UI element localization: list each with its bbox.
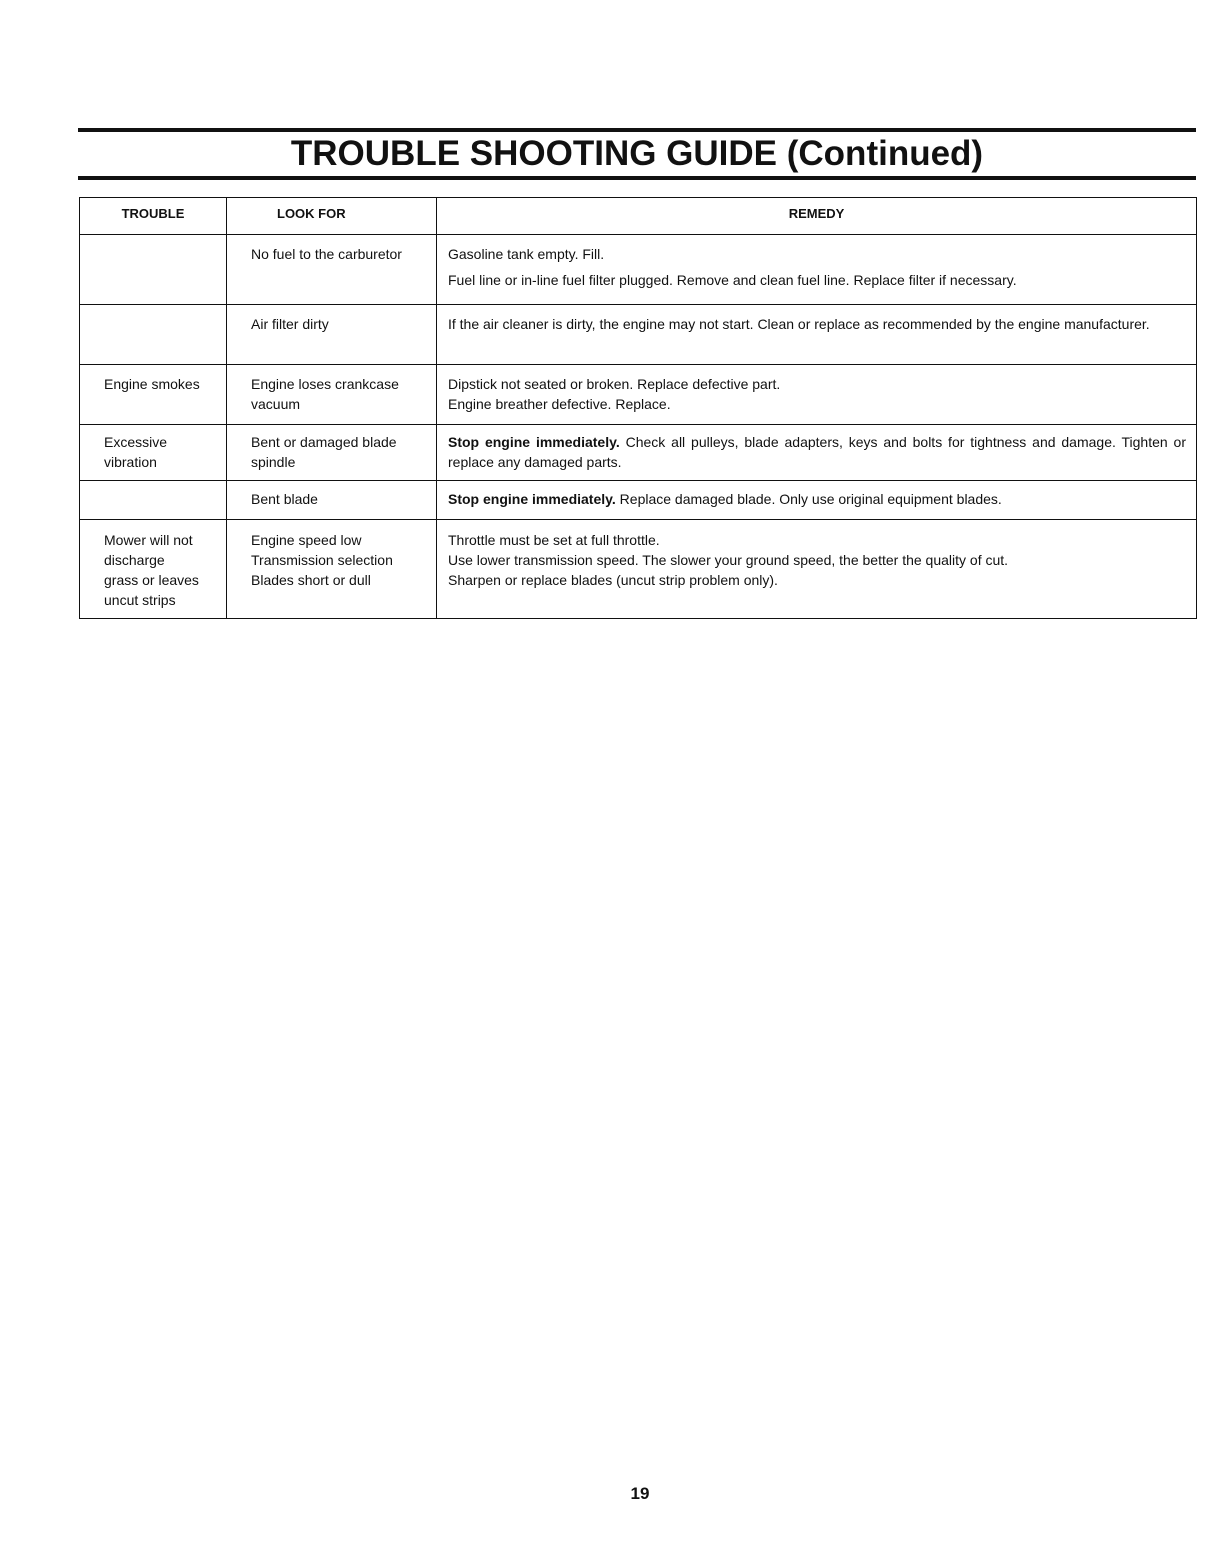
title-top-rule [78,128,1196,132]
remedy-text: Throttle must be set at full throttle. [448,532,660,548]
remedy-text: Engine breather defective. Replace. [448,396,671,412]
remedy-text: Fuel line or in-line fuel filter plugged. Remove and clean fuel line. Replace filter if necessary. [448,272,1017,288]
table-row [80,425,1197,481]
remedy-paragraph [448,432,1186,472]
table-row [80,365,1197,425]
look-for-text: Engine speed low [251,532,362,548]
remedy-warning: Stop engine immediately. [448,491,616,507]
trouble-text: discharge [104,552,165,568]
header-remedy: REMEDY [437,198,1197,235]
trouble-cell [80,235,227,305]
remedy-cell [437,235,1197,305]
remedy-cell [437,481,1197,520]
remedy-text: Check all pulleys, blade adapters, keys and bolts for tightness and damage. Tighten or replace any damaged parts. [448,434,1186,470]
trouble-cell [80,425,227,481]
remedy-text: Use lower transmission speed. The slower your ground speed, the better the quality of cut. [448,552,1009,568]
title-bottom-rule [78,176,1196,180]
look-for-text: spindle [251,454,296,470]
look-for-text: Transmission selection [251,552,393,568]
look-for-text: Engine loses crankcase [251,376,399,392]
look-for-text: No fuel to the carburetor [251,246,402,262]
remedy-cell [437,365,1197,425]
trouble-text: grass or leaves [104,572,199,588]
look-for-text: Air filter dirty [251,316,329,332]
remedy-cell [437,425,1197,481]
trouble-cell [80,520,227,619]
trouble-text: Engine smokes [104,376,200,392]
header-look-for: LOOK FOR [227,198,437,235]
remedy-text: Sharpen or replace blades (uncut strip problem only). [448,572,778,588]
table-row [80,235,1197,305]
table-row [80,481,1197,520]
remedy-paragraph [448,489,1186,509]
page-number: 19 [630,1484,650,1503]
table-header-row [80,198,1197,235]
remedy-text: Dipstick not seated or broken. Replace defective part. [448,376,781,392]
look-for-cell [227,305,437,365]
look-for-cell [227,425,437,481]
trouble-text: Mower will not [104,532,193,548]
page-title: TROUBLE SHOOTING GUIDE (Continued) [290,134,984,173]
remedy-cell [437,305,1197,365]
look-for-text: Blades short or dull [251,572,371,588]
remedy-text: If the air cleaner is dirty, the engine may not start. Clean or replace as recommended by the engine manufacturer. [448,316,1150,332]
trouble-cell [80,365,227,425]
remedy-text: Gasoline tank empty. Fill. [448,246,605,262]
look-for-cell [227,365,437,425]
look-for-cell [227,520,437,619]
remedy-text: Replace damaged blade. Only use original equipment blades. [615,491,1002,507]
look-for-text: Bent blade [251,491,318,507]
table-row [80,520,1197,619]
trouble-text: Excessive [104,434,168,450]
look-for-text: vacuum [251,396,301,412]
trouble-cell [80,305,227,365]
table-row [80,305,1197,365]
troubleshooting-table [79,197,1197,619]
look-for-cell [227,481,437,520]
remedy-cell [437,520,1197,619]
trouble-text: uncut strips [104,592,176,608]
look-for-text: Bent or damaged blade [251,434,397,450]
look-for-cell [227,235,437,305]
trouble-cell [80,481,227,520]
trouble-text: vibration [104,454,157,470]
header-trouble: TROUBLE [80,198,227,235]
remedy-warning: Stop engine immediately. [448,434,620,450]
